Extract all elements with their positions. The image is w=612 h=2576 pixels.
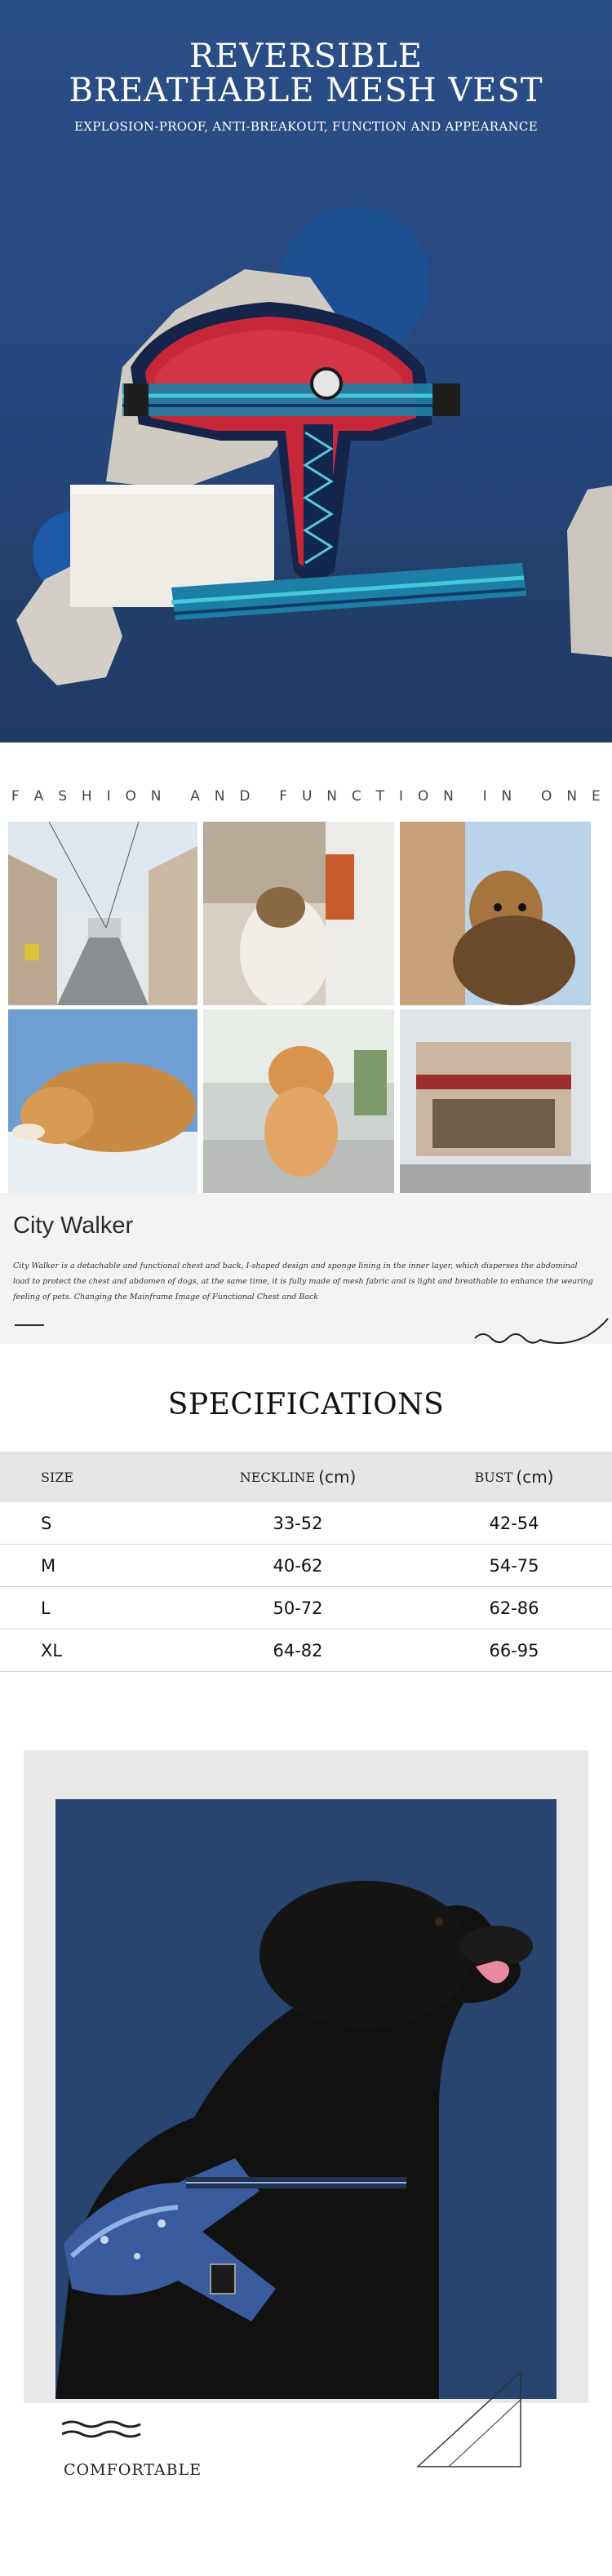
tagline-letter: N [566,788,578,805]
tagline-letter: N [443,788,454,805]
photo-chow-chow [203,1009,394,1193]
tagline-letter: N [501,788,512,805]
photo-dog-with-person [203,822,394,1005]
tagline-letter: N [326,788,338,805]
cell-bust: 54-75 [489,1555,539,1576]
cell-size: S [41,1513,52,1533]
photo-golden-retriever [8,1009,197,1193]
tagline-letter: S [58,788,67,805]
tagline-letter: A [190,788,200,805]
header-size: SIZE [41,1469,74,1485]
photo-labrador-harness [55,1799,557,2399]
tagline-letter: I [398,788,403,805]
squiggle-decoration [473,1307,612,1356]
hero-title-line1: REVERSIBLE [189,38,423,75]
tagline-letter: T [375,788,385,805]
tagline-letter: F [11,788,20,805]
header-neckline-unit: (cm) [318,1467,357,1487]
tagline-letter: F [279,788,288,805]
header-neckline-label: NECKLINE [239,1469,316,1485]
header-bust-label: BUST [474,1469,513,1485]
waves-icon [62,2419,144,2444]
tagline-letter: A [33,788,44,805]
table-row [0,1587,612,1629]
tagline-letter: N [214,788,225,805]
hero-banner [0,0,612,743]
size-table-header [0,1452,612,1502]
cell-bust: 42-54 [489,1513,539,1533]
header-bust [432,1452,596,1502]
photo-storefront [400,1009,591,1193]
cell-bust: 62-86 [489,1598,539,1618]
cell-size: XL [41,1640,63,1660]
cell-size: M [41,1555,56,1576]
header-neckline [212,1452,384,1502]
tagline-letter: O [417,788,429,805]
specifications-title: SPECIFICATIONS [167,1388,445,1421]
tagline-letter: E [591,788,601,805]
table-row [0,1545,612,1587]
table-row [0,1502,612,1545]
hero-title-line2: BREATHABLE MESH VEST [69,72,543,109]
city-walker-description: City Walker is a detachable and functional chest and back, I-shaped design and sponge lining in the inner layer, which disperses the abdominal load to protect the chest and abdomen of dogs, at the same time, it is fully made of mesh fabric and is light and breathable to enhance the wearing feeling of pets. Changing the Mainframe Image of Functional Chest and Back [13,1261,593,1301]
cell-bust: 66-95 [489,1640,539,1660]
table-row [0,1629,612,1672]
photo-street [8,822,197,1005]
tagline-letter: I [482,788,487,805]
tagline-letter: O [125,788,136,805]
cell-neckline: 64-82 [273,1640,323,1660]
cell-size: L [41,1598,51,1618]
cell-neckline: 50-72 [273,1598,323,1618]
hero-subtitle: EXPLOSION-PROOF, ANTI-BREAKOUT, FUNCTION AND APPEARANCE [74,119,538,134]
tagline-letter: H [81,788,92,805]
size-table [0,1452,612,1672]
divider-dash [15,1324,44,1326]
photo-yorkshire-terrier [400,822,591,1005]
comfortable-label: COMFORTABLE [64,2461,202,2479]
cell-neckline: 40-62 [273,1555,323,1576]
fashion-function-tagline [0,788,612,808]
tagline-letter: U [301,788,313,805]
harness-product-image [0,0,612,743]
tagline-letter: O [541,788,552,805]
tagline-letter: C [351,788,361,805]
triangle-decoration [416,2370,522,2468]
header-bust-unit: (cm) [516,1467,554,1487]
tagline-letter: I [106,788,111,805]
city-walker-title: City Walker [13,1213,134,1239]
tagline-letter: D [239,788,251,805]
cell-neckline: 33-52 [273,1513,323,1533]
tagline-letter: N [150,788,162,805]
lifestyle-photo-grid [8,822,604,1193]
